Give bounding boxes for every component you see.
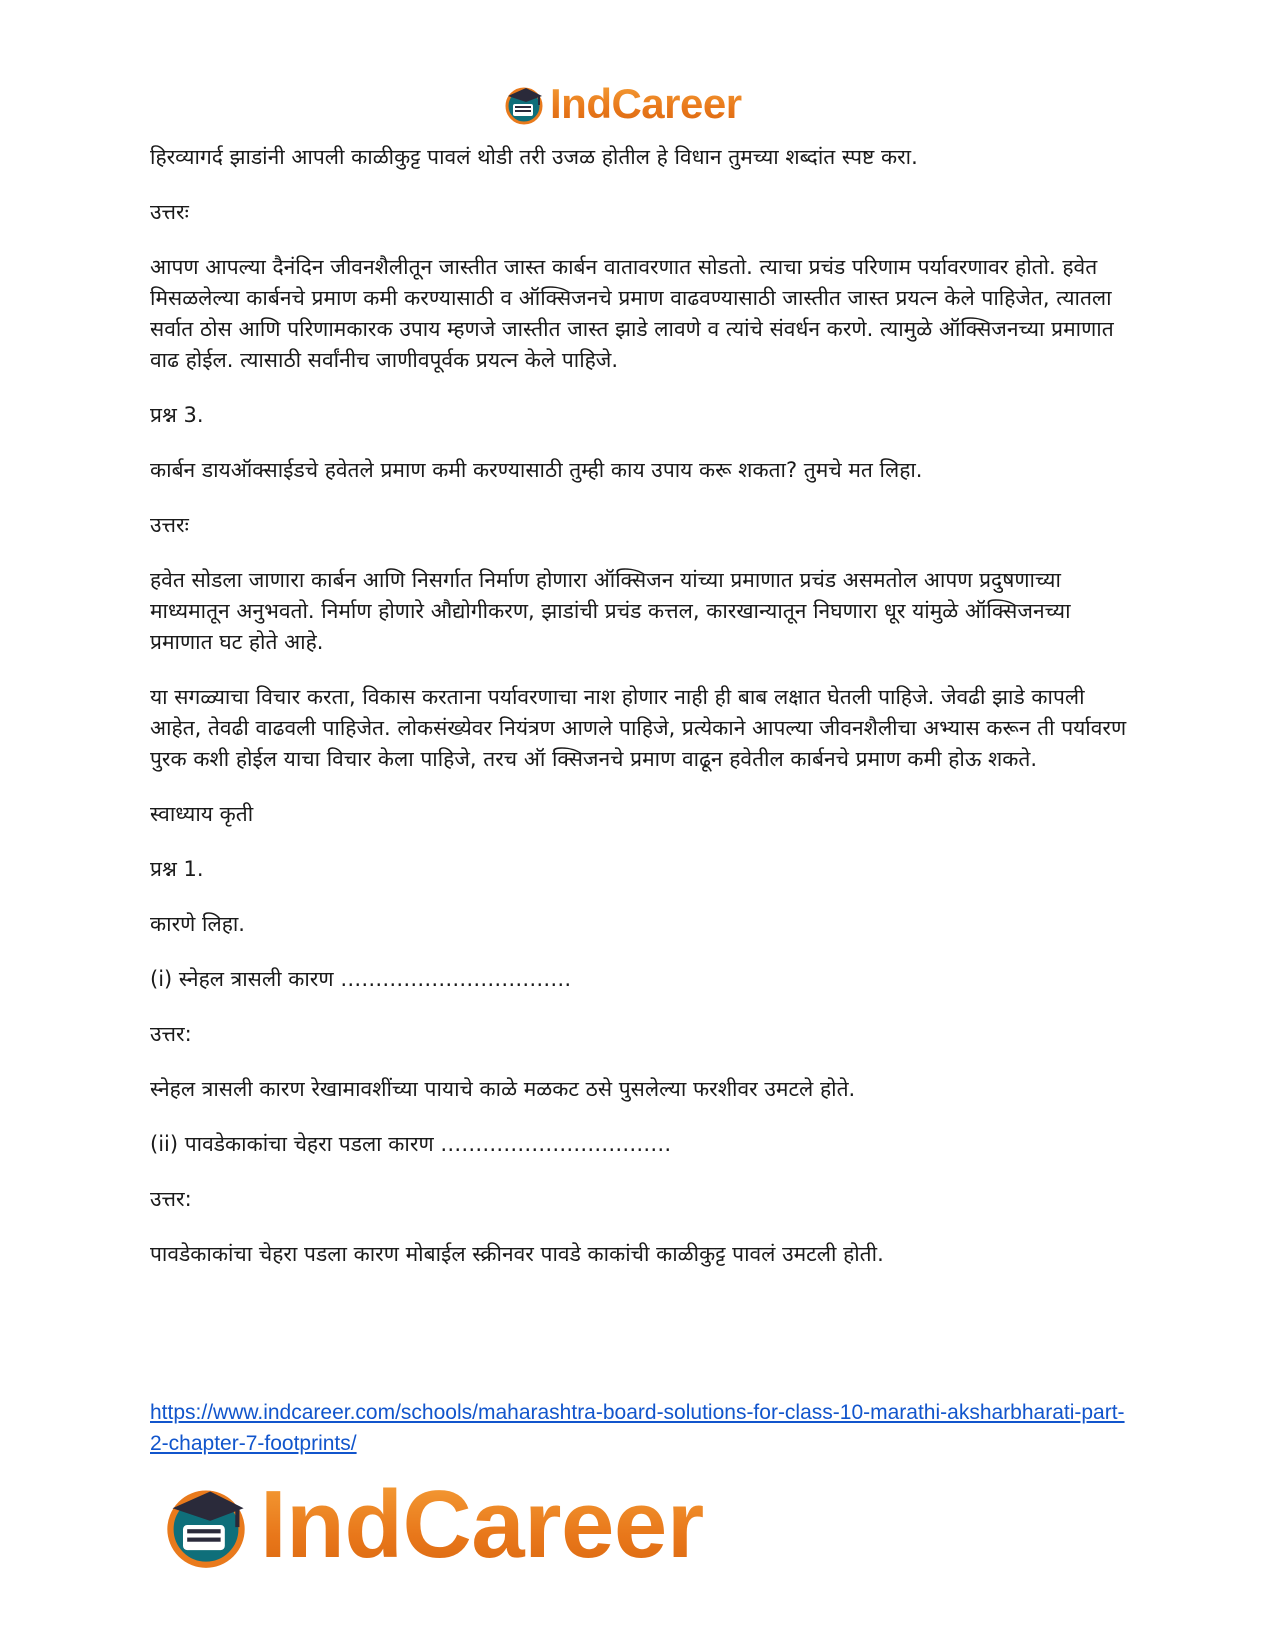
graduation-cap-globe-icon	[160, 1479, 252, 1571]
question-text: कार्बन डायऑक्साईडचे हवेतले प्रमाण कमी करण्यासाठी तुम्ही काय उपाय करू शकता? तुमचे मत लिहा.	[150, 458, 923, 482]
question-number: प्रश्न 1.	[150, 857, 204, 881]
header-logo-text: IndCareer	[550, 80, 742, 127]
answer-paragraph: स्नेहल त्रासली कारण रेखामावशींच्या पायाचे काळे मळकट ठसे पुसलेल्या फरशीवर उमटले होते.	[150, 1077, 856, 1101]
document-body	[150, 142, 1130, 1294]
question-number: प्रश्न 3.	[150, 403, 204, 427]
answer-paragraph: या सगळ्याचा विचार करता, विकास करताना पर्यावरणाचा नाश होणार नाही ही बाब लक्षात घेतली पाहिजे. जेवढी झाडे कापली आहेत, तेवढी वाढवली पाहिजेत. लोकसंख्येवर नियंत्रण आणले पाहिजे, प्रत्येकाने आपल्या जीवनशैलीचा अभ्यास करून ती पर्यावरण पुरक कशी होईल याचा विचार केला पाहिजे, तरच ऑ क्सिजनचे प्रमाण वाढून हवेतील कार्बनचे प्रमाण कमी होऊ शकते.	[150, 685, 1127, 771]
answer-label: उत्तरः	[150, 200, 189, 224]
question-statement: हिरव्यागर्द झाडांनी आपली काळीकुट्ट पावलं थोडी तरी उजळ होतील हे विधान तुमच्या शब्दांत स्पष्ट करा.	[150, 145, 918, 169]
footer-logo-text: IndCareer	[260, 1471, 704, 1578]
question-text: कारणे लिहा.	[150, 912, 245, 936]
source-link-block	[150, 1397, 1130, 1459]
source-link[interactable]: https://www.indcareer.com/schools/maharashtra-board-solutions-for-class-10-marathi-aksharbharati-part-2-chapter-7-footprints/	[150, 1401, 1125, 1455]
header-logo	[502, 80, 742, 128]
answer-label: उत्तर:	[150, 1022, 192, 1046]
answer-paragraph: पावडेकाकांचा चेहरा पडला कारण मोबाईल स्क्रीनवर पावडे काकांची काळीकुट्ट पावलं उमटली होती.	[150, 1242, 884, 1266]
answer-label: उत्तर:	[150, 1187, 192, 1211]
answer-paragraph: हवेत सोडला जाणारा कार्बन आणि निसर्गात निर्माण होणारा ऑक्सिजन यांच्या प्रमाणात प्रचंड असमतोल आपण प्रदुषणाच्या माध्यमातून अनुभवतो. निर्माण होणारे औद्योगीकरण, झाडांची प्रचंड कत्तल, कारखान्यातून निघणारा धूर यांमुळे ऑक्सिजनच्या प्रमाणात घट होते आहे.	[150, 568, 1071, 654]
answer-label: उत्तरः	[150, 513, 189, 537]
answer-paragraph: आपण आपल्या दैनंदिन जीवनशैलीतून जास्तीत जास्त कार्बन वातावरणात सोडतो. त्याचा प्रचंड परिणाम पर्यावरणावर होतो. हवेत मिसळलेल्या कार्बनचे प्रमाण कमी करण्यासाठी व ऑक्सिजनचे प्रमाण वाढवण्यासाठी जास्तीत जास्त प्रयत्न केले पाहिजेत, त्यातला सर्वात ठोस आणि परिणामकारक उपाय म्हणजे जास्तीत जास्त झाडे लावणे व त्यांचे संवर्धन करणे. त्यामुळे ऑक्सिजनच्या प्रमाणात वाढ होईल. त्यासाठी सर्वांनीच जाणीवपूर्वक प्रयत्न केले पाहिजे.	[150, 255, 1114, 372]
footer-logo	[160, 1470, 704, 1580]
graduation-cap-globe-icon	[502, 82, 546, 126]
sub-question: (ii) पावडेकाकांचा चेहरा पडला कारण ……………………………	[150, 1132, 672, 1156]
section-title: स्वाध्याय कृती	[150, 802, 254, 826]
sub-question: (i) स्नेहल त्रासली कारण ……………………………	[150, 967, 572, 991]
